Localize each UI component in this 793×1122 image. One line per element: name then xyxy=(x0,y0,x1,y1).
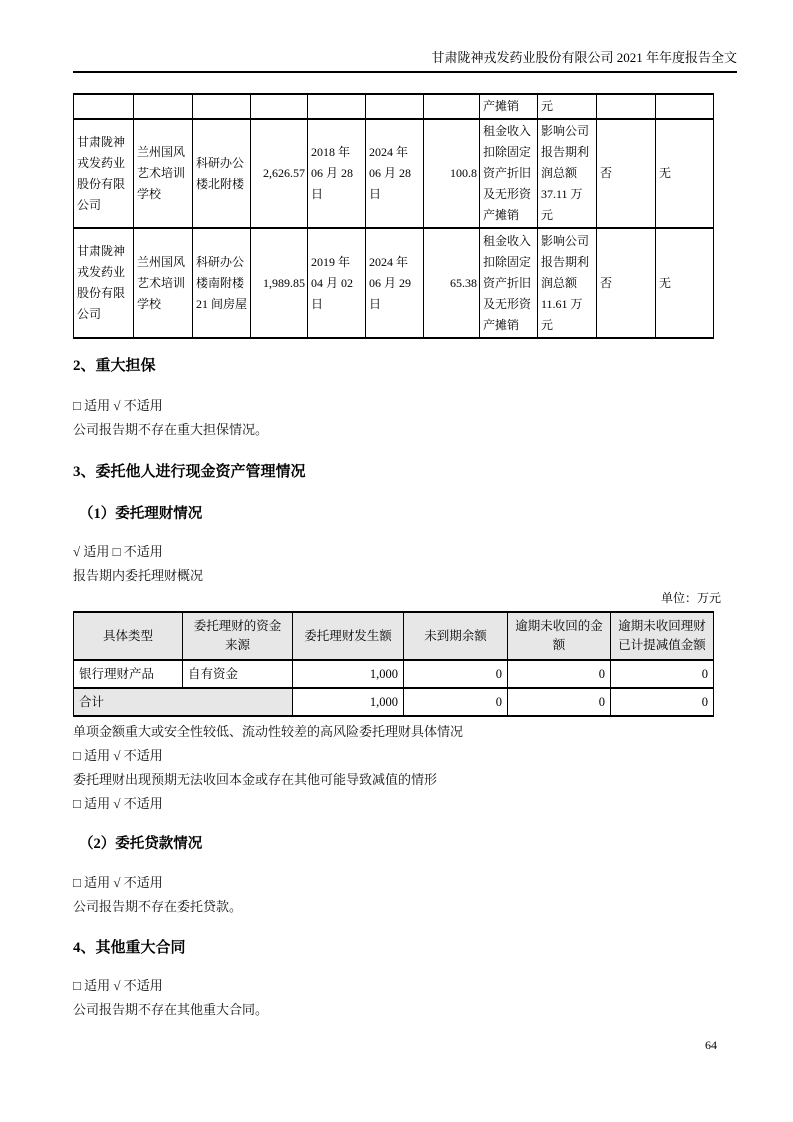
impact-cell: 影响公司报告期利润总额 37.11 万元 xyxy=(538,119,597,228)
col-header-occurred-amount: 委托理财发生额 xyxy=(293,612,404,660)
outstanding-balance-cell: 0 xyxy=(404,660,508,688)
other-contracts-note: 公司报告期不存在其他重大合同。 xyxy=(73,1002,269,1017)
entrusted-loans-note: 公司报告期不存在委托贷款。 xyxy=(73,899,243,914)
amount-cell: 2,626.57 xyxy=(251,119,308,228)
wealth-mgmt-header-row xyxy=(74,612,714,660)
related-party-cell: 否 xyxy=(597,119,656,228)
col-header-overdue-amount: 逾期未收回的金额 xyxy=(508,612,611,660)
wealth-mgmt-applicability-line: √ 适用 □ 不适用 xyxy=(73,544,163,559)
high-risk-applicability-line: □ 适用 √ 不适用 xyxy=(73,748,163,763)
income-basis-cell: 租金收入扣除固定资产折旧及无形资产摊销 xyxy=(480,228,538,338)
start-date-cell: 2019 年 04 月 02 日 xyxy=(308,228,366,338)
empty-cell xyxy=(251,94,308,119)
empty-cell xyxy=(74,94,134,119)
end-date-cell: 2024 年 06 月 28 日 xyxy=(366,119,424,228)
empty-cell xyxy=(424,94,480,119)
fund-source-cell: 自有资金 xyxy=(183,660,293,688)
col-header-impairment-amount: 逾期未收回理财已计提减值金额 xyxy=(611,612,714,660)
col-header-fund-source: 委托理财的资金来源 xyxy=(183,612,293,660)
section-title-other-contracts: 4、其他重大合同 xyxy=(73,940,186,956)
lessee-cell: 兰州国风艺术培训学校 xyxy=(134,119,193,228)
empty-cell xyxy=(308,94,366,119)
income-cell: 65.38 xyxy=(424,228,480,338)
relationship-cell: 无 xyxy=(656,228,714,338)
impairment-applicability-line: □ 适用 √ 不适用 xyxy=(73,796,163,811)
overdue-amount-cell: 0 xyxy=(508,660,611,688)
header-rule xyxy=(73,71,737,73)
empty-cell xyxy=(597,94,656,119)
empty-cell xyxy=(134,94,193,119)
guarantee-applicability-line: □ 适用 √ 不适用 xyxy=(73,398,163,413)
lease-table xyxy=(73,93,714,339)
report-header-title: 甘肃陇神戎发药业股份有限公司 2021 年年度报告全文 xyxy=(431,50,737,65)
impact-cell: 影响公司报告期利润总额 11.61 万元 xyxy=(538,228,597,338)
total-impairment-cell: 0 xyxy=(611,688,714,716)
lease-table-row xyxy=(74,119,714,228)
asset-cell: 科研办公楼南附楼 21 间房屋 xyxy=(193,228,251,338)
relationship-cell: 无 xyxy=(656,119,714,228)
impairment-amount-cell: 0 xyxy=(611,660,714,688)
col-header-outstanding-balance: 未到期余额 xyxy=(404,612,508,660)
guarantee-note: 公司报告期不存在重大担保情况。 xyxy=(73,422,269,437)
total-label-cell: 合计 xyxy=(74,688,293,716)
total-overdue-cell: 0 xyxy=(508,688,611,716)
carryover-amortization-cell: 产摊销 xyxy=(480,94,538,119)
end-date-cell: 2024 年 06 月 29 日 xyxy=(366,228,424,338)
carryover-unit-cell: 元 xyxy=(538,94,597,119)
lessee-cell: 兰州国风艺术培训学校 xyxy=(134,228,193,338)
lessor-cell: 甘肃陇神戎发药业股份有限公司 xyxy=(74,228,134,338)
impairment-note: 委托理财出现预期无法收回本金或存在其他可能导致减值的情形 xyxy=(73,772,438,787)
type-cell: 银行理财产品 xyxy=(74,660,183,688)
empty-cell xyxy=(366,94,424,119)
related-party-cell: 否 xyxy=(597,228,656,338)
wealth-mgmt-data-row xyxy=(74,660,714,688)
entrusted-loans-applicability-line: □ 适用 √ 不适用 xyxy=(73,875,163,890)
subsection-title-entrusted-loans: （2）委托贷款情况 xyxy=(79,836,203,852)
income-basis-cell: 租金收入扣除固定资产折旧及无形资产摊销 xyxy=(480,119,538,228)
section-title-guarantee: 2、重大担保 xyxy=(73,358,156,374)
high-risk-note: 单项金额重大或安全性较低、流动性较差的高风险委托理财具体情况 xyxy=(73,724,464,739)
asset-cell: 科研办公楼北附楼 xyxy=(193,119,251,228)
start-date-cell: 2018 年 06 月 28 日 xyxy=(308,119,366,228)
amount-cell: 1,989.85 xyxy=(251,228,308,338)
wealth-mgmt-intro: 报告期内委托理财概况 xyxy=(73,568,204,583)
section-title-entrusted-mgmt: 3、委托他人进行现金资产管理情况 xyxy=(73,464,306,480)
unit-label: 单位：万元 xyxy=(660,591,721,605)
wealth-mgmt-table xyxy=(73,611,714,717)
income-cell: 100.8 xyxy=(424,119,480,228)
subsection-title-wealth-mgmt: （1）委托理财情况 xyxy=(79,506,203,522)
empty-cell xyxy=(656,94,714,119)
lease-table-carryover-row xyxy=(74,94,714,119)
occurred-amount-cell: 1,000 xyxy=(293,660,404,688)
lessor-cell: 甘肃陇神戎发药业股份有限公司 xyxy=(74,119,134,228)
total-occurred-cell: 1,000 xyxy=(293,688,404,716)
col-header-type: 具体类型 xyxy=(74,612,183,660)
wealth-mgmt-total-row xyxy=(74,688,714,716)
total-outstanding-cell: 0 xyxy=(404,688,508,716)
page-number: 64 xyxy=(705,1038,717,1052)
empty-cell xyxy=(193,94,251,119)
lease-table-row xyxy=(74,228,714,338)
other-contracts-applicability-line: □ 适用 √ 不适用 xyxy=(73,978,163,993)
